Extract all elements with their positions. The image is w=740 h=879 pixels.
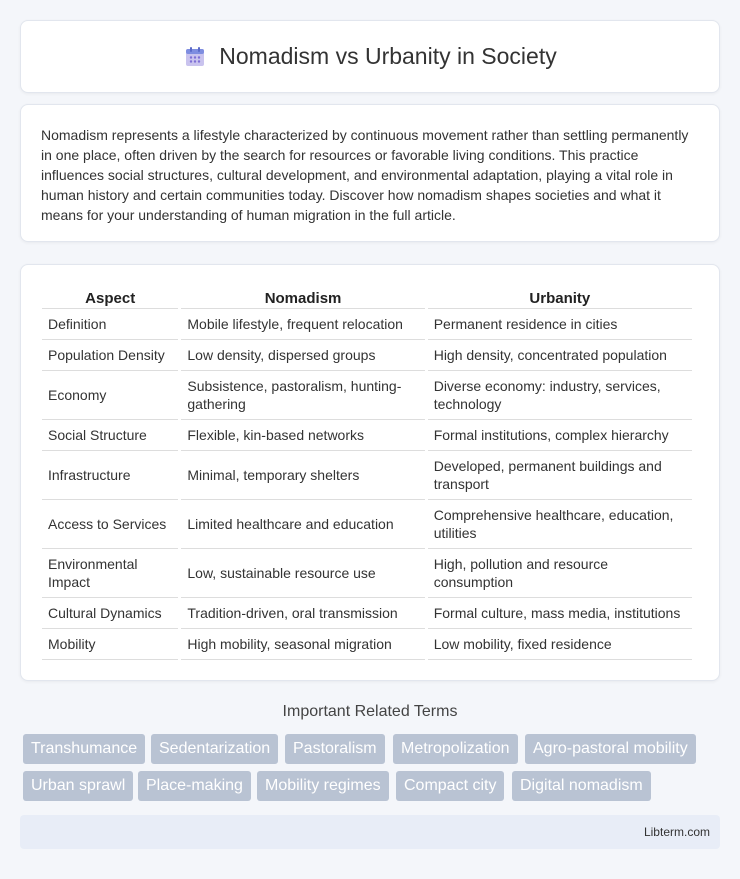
related-term-tag[interactable]: Place-making <box>138 771 251 801</box>
cell-nomadism: Mobile lifestyle, frequent relocation <box>181 309 424 340</box>
footer <box>20 815 720 849</box>
table-row <box>42 629 692 660</box>
cell-aspect: Population Density <box>42 340 178 371</box>
cell-urbanity: High, pollution and resource consumption <box>428 549 692 598</box>
comparison-card <box>20 264 720 681</box>
related-term-tag[interactable]: Sedentarization <box>151 734 278 764</box>
related-term-tag[interactable]: Metropolization <box>393 734 518 764</box>
cell-urbanity: Comprehensive healthcare, education, utilities <box>428 500 692 549</box>
table-row <box>42 500 692 549</box>
cell-urbanity: Diverse economy: industry, services, technology <box>428 371 692 420</box>
cell-aspect: Social Structure <box>42 420 178 451</box>
cell-nomadism: High mobility, seasonal migration <box>181 629 424 660</box>
intro-text: Nomadism represents a lifestyle characterized by continuous movement rather than settling permanently in one place, often driven by the search for resources or favorable living conditions. This practice influences social structures, cultural development, and environmental adaptation, playing a vital role in human history and certain communities today. Discover how nomadism shapes societies and what it means for your understanding of human migration in the full article. <box>41 127 689 223</box>
related-term-tag[interactable]: Agro-pastoral mobility <box>525 734 696 764</box>
page-title: Nomadism vs Urbanity in Society <box>219 43 557 69</box>
related-term-tag[interactable]: Digital nomadism <box>512 771 651 801</box>
cell-urbanity: High density, concentrated population <box>428 340 692 371</box>
header-nomadism: Nomadism <box>181 287 424 309</box>
cell-nomadism: Flexible, kin-based networks <box>181 420 424 451</box>
footer-site-link[interactable]: Libterm.com <box>643 825 710 839</box>
header-urbanity: Urbanity <box>428 287 692 309</box>
table-row <box>42 549 692 598</box>
table-row <box>42 451 692 500</box>
table-row <box>42 420 692 451</box>
cell-nomadism: Limited healthcare and education <box>181 500 424 549</box>
cell-urbanity: Permanent residence in cities <box>428 309 692 340</box>
cell-urbanity: Formal institutions, complex hierarchy <box>428 420 692 451</box>
comparison-table <box>39 287 695 660</box>
table-row <box>42 340 692 371</box>
cell-nomadism: Low density, dispersed groups <box>181 340 424 371</box>
cell-nomadism: Minimal, temporary shelters <box>181 451 424 500</box>
cell-urbanity: Formal culture, mass media, institutions <box>428 598 692 629</box>
related-terms-title: Important Related Terms <box>282 703 458 720</box>
related-term-tag[interactable]: Pastoralism <box>285 734 385 764</box>
related-term-tag[interactable]: Transhumance <box>23 734 145 764</box>
cell-aspect: Cultural Dynamics <box>42 598 178 629</box>
cell-nomadism: Tradition-driven, oral transmission <box>181 598 424 629</box>
calendar-icon <box>183 45 207 69</box>
cell-aspect: Environmental Impact <box>42 549 178 598</box>
table-row <box>42 371 692 420</box>
related-term-tag[interactable]: Mobility regimes <box>257 771 389 801</box>
title-card <box>20 20 720 93</box>
cell-aspect: Economy <box>42 371 178 420</box>
table-header-row <box>42 287 692 309</box>
related-term-tag[interactable]: Compact city <box>396 771 504 801</box>
intro-card <box>20 104 720 242</box>
table-row <box>42 309 692 340</box>
cell-aspect: Definition <box>42 309 178 340</box>
cell-aspect: Access to Services <box>42 500 178 549</box>
cell-aspect: Infrastructure <box>42 451 178 500</box>
header-aspect: Aspect <box>42 287 178 309</box>
cell-nomadism: Subsistence, pastoralism, hunting-gathering <box>181 371 424 420</box>
cell-urbanity: Low mobility, fixed residence <box>428 629 692 660</box>
cell-nomadism: Low, sustainable resource use <box>181 549 424 598</box>
cell-aspect: Mobility <box>42 629 178 660</box>
cell-urbanity: Developed, permanent buildings and transport <box>428 451 692 500</box>
related-term-tag[interactable]: Urban sprawl <box>23 771 133 801</box>
table-row <box>42 598 692 629</box>
